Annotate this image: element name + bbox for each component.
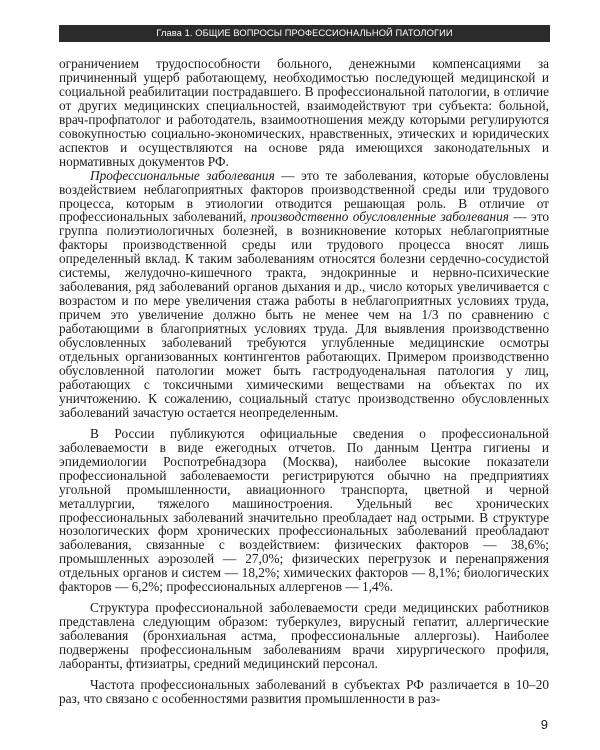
page-body <box>59 57 549 706</box>
paragraph-3: В России публикуются официальные сведения о профессиональной заболеваемости в виде ежегодных отчетов. По данным Центра гигиены и эпидемиологии Роспотребнадзора (Москва), наиболее высокие показатели профессиональной заболеваемости регистрируются обычно на предприятиях угольной промышленности, авиационного транспорта, цветной и черной металлургии, тяжелого машиностроения. Удельный вес хронических профессиональных заболеваний значительно преобладает над острыми. В структуре нозологических форм хронических профессиональных заболеваний преобладают заболевания, связанные с воздействием: физических факторов — 38,6%; промышленных аэрозолей — 27,0%; физических перегрузок и перенапряжения отдельных органов и систем — 18,2%; химических факторов — 8,1%; биологических факторов — 6,2%; профессиональных аллергенов — 1,4%. <box>59 425 549 595</box>
paragraph-2-part-b: — это группа полиэтиологичных болезней, в возникновение которых неблагоприятные факторы производственной среды или трудового процесса вносят лишь определенный вклад. К таким заболеваниям относятся болезни сердечно-сосудистой системы, желудочно-кишечного тракта, эндокринные и нервно-психические заболевания, ряд заболеваний органов дыхания и др., число которых увеличивается с возрастом и по мере увеличения стажа работы в неблагоприятных условиях труда, причем это увеличение должно быть не менее чем на 1/3 по сравнению с работающими в благоприятных условиях труда. Для выявления производственно обусловленных заболеваний требуются углубленные медицинские осмотры отдельных организованных контингентов работающих. Примером производственно обусловленной патологии может быть гастродуоденальная патология у лиц, работающих с токсичными химическими веществами на объектах по их уничтожению. К сожалению, социальный статус производственно обусловленных заболеваний зачастую остается неопределенным. <box>59 209 550 420</box>
paragraph-2 <box>59 169 549 420</box>
term-occupational-diseases: Профессиональные заболевания <box>90 167 275 183</box>
paragraph-1: ограничением трудоспособности больного, денежными компенсациями за причиненный ущерб работающему, необходимостью последующей медицинской и социальной реабилитации пострадавшего. В профессиональной патологии, в отличие от других медицинских специальностей, взаимодействуют три субъекта: больной, врач-профпатолог и работодатель, взаимоотношения между которыми регулируются совокупностью социально-экономических, нравственных, этических и юридических аспектов и осуществляются на основе ряда имеющихся законодательных и нормативных документов РФ. <box>59 56 549 169</box>
chapter-title: Глава 1. ОБЩИЕ ВОПРОСЫ ПРОФЕССИОНАЛЬНОЙ ПАТОЛОГИИ <box>156 28 453 38</box>
page-number: 9 <box>540 717 548 732</box>
chapter-header <box>59 25 550 42</box>
paragraph-5: Частота профессиональных заболеваний в субъектах РФ различается в 10–20 раз, что связано с особенностями развития промышленности в раз- <box>59 676 549 706</box>
paragraph-2-part-a: — это те заболевания, которые обусловлены воздействием неблагоприятных факторов производственной среды или трудового процесса, которым в этиологии отводится решающая роль. В отличие от профессиональных заболеваний, <box>59 167 549 225</box>
term-work-related-diseases: производственно обусловленные заболевания <box>250 209 509 225</box>
paragraph-4: Структура профессиональной заболеваемости среди медицинских работников представлена следующим образом: туберкулез, вирусный гепатит, аллергические заболевания (бронхиальная астма, профессиональные аллергозы). Наиболее подвержены профессиональным заболеваниям врачи хирургического профиля, лаборанты, фтизиатры, средний медицинский персонал. <box>59 600 549 672</box>
